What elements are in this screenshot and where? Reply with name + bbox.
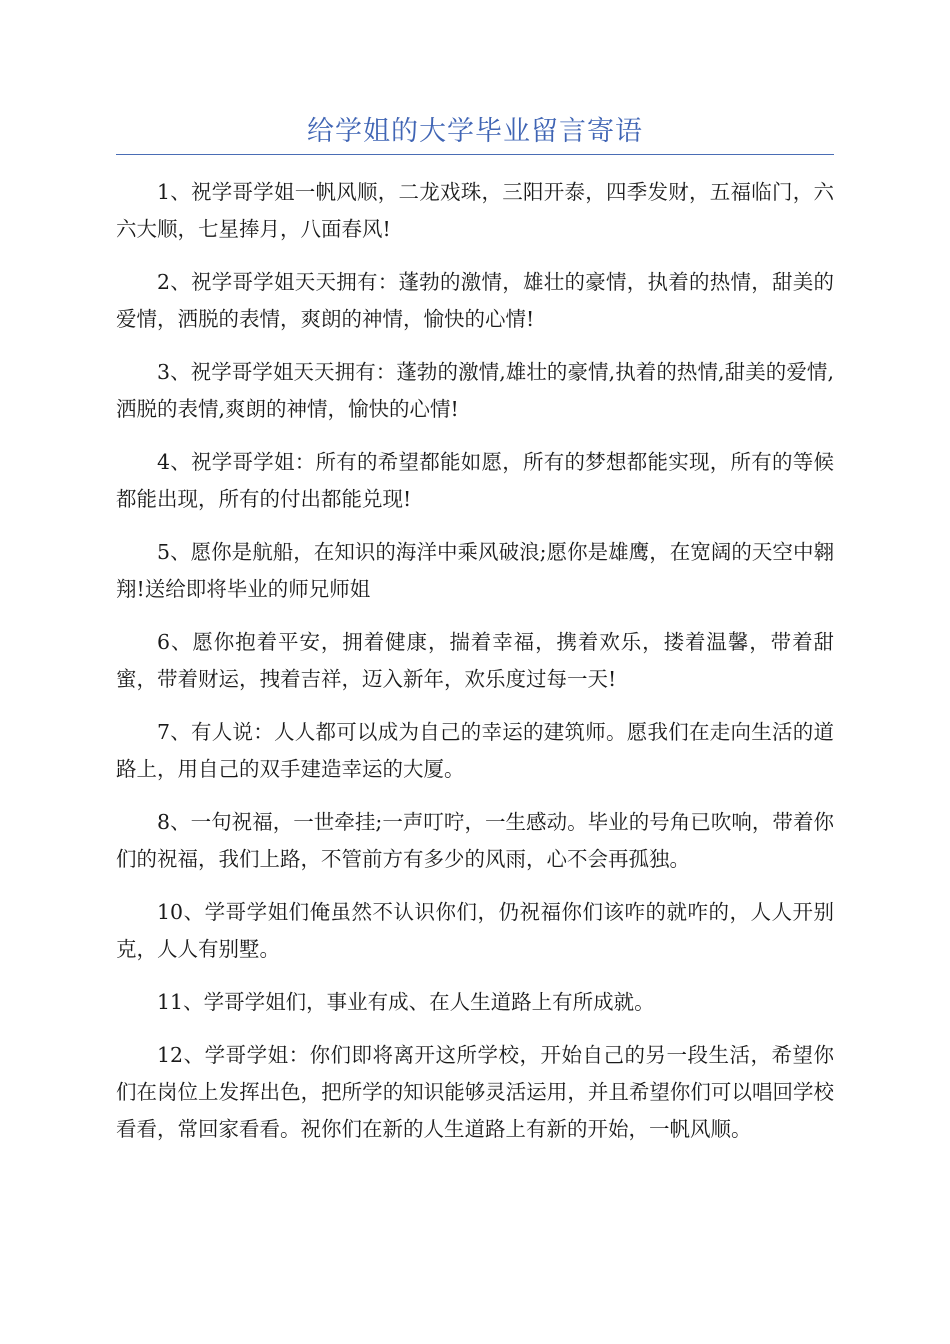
- paragraph-10: 10、学哥学姐们俺虽然不认识你们，仍祝福你们该咋的就咋的，人人开别克，人人有别墅。: [116, 900, 834, 961]
- document-body: [116, 174, 834, 1164]
- paragraph-12: 12、学哥学姐：你们即将离开这所学校，开始自己的另一段生活，希望你们在岗位上发挥出色，把所学的知识能够灵活运用，并且希望你们可以唱回学校看看，常回家看看。祝你们在新的人生道路上有新的开始，一帆风顺。: [116, 1043, 834, 1141]
- paragraph-5: 5、愿你是航船，在知识的海洋中乘风破浪;愿你是雄鹰，在宽阔的天空中翱翔!送给即将毕业的师兄师姐: [116, 540, 834, 601]
- paragraph-7: 7、有人说：人人都可以成为自己的幸运的建筑师。愿我们在走向生活的道路上，用自己的双手建造幸运的大厦。: [116, 720, 834, 781]
- page-title: 给学姐的大学毕业留言寄语: [307, 116, 643, 147]
- title-underline: [116, 154, 834, 155]
- paragraph-11: 11、学哥学姐们，事业有成、在人生道路上有所成就。: [157, 990, 655, 1014]
- paragraph-1: 1、祝学哥学姐一帆风顺，二龙戏珠，三阳开泰，四季发财，五福临门，六六大顺，七星捧月，八面春风!: [116, 180, 834, 241]
- paragraph-6: 6、愿你抱着平安，拥着健康，揣着幸福，携着欢乐，搂着温馨，带着甜蜜，带着财运，拽着吉祥，迈入新年，欢乐度过每一天!: [116, 630, 834, 691]
- paragraph-4: 4、祝学哥学姐：所有的希望都能如愿，所有的梦想都能实现，所有的等候都能出现，所有的付出都能兑现!: [116, 450, 834, 511]
- paragraph-3: 3、祝学哥学姐天天拥有：蓬勃的激情,雄壮的豪情,执着的热情,甜美的爱情,洒脱的表情,爽朗的神情，愉快的心情!: [116, 360, 834, 421]
- paragraph-2: 2、祝学哥学姐天天拥有：蓬勃的激情，雄壮的豪情，执着的热情，甜美的爱情，洒脱的表情，爽朗的神情，愉快的心情!: [116, 270, 834, 331]
- paragraph-8: 8、一句祝福，一世牵挂;一声叮咛，一生感动。毕业的号角已吹响，带着你们的祝福，我们上路，不管前方有多少的风雨，心不会再孤独。: [116, 810, 834, 871]
